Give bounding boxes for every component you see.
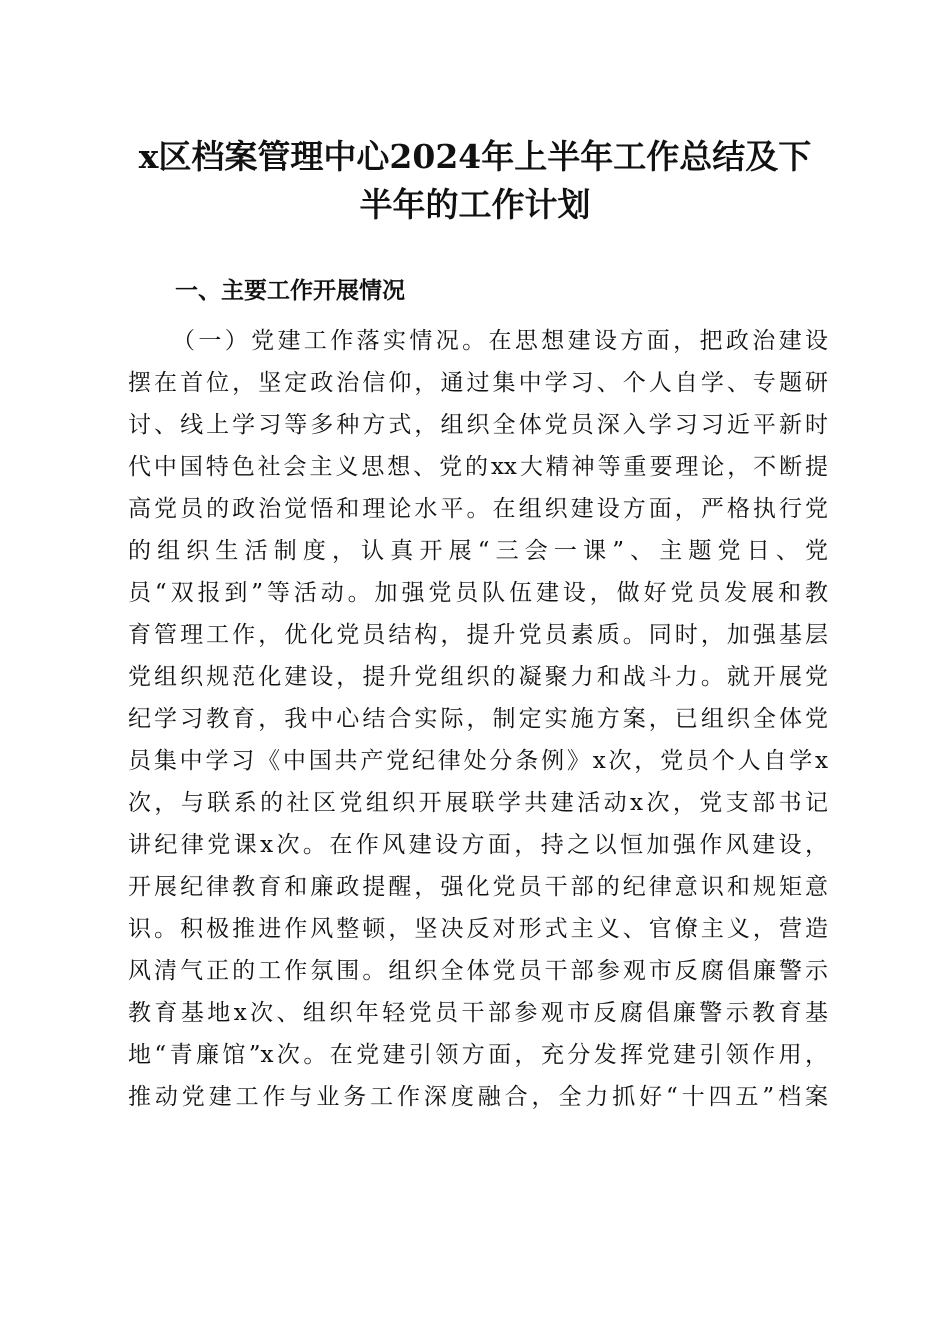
paragraph-line: 讨、线上学习等多种方式，组织全体党员深入学习习近平新时 — [128, 412, 828, 438]
paragraph-line: 纪学习教育，我中心结合实际，制定实施方案，已组织全体党 — [128, 706, 828, 732]
paragraph-line: 风清气正的工作氛围。组织全体党员干部参观市反腐倡廉警示 — [128, 958, 828, 984]
paragraph-line: 党组织规范化建设，提升党组织的凝聚力和战斗力。就开展党 — [128, 664, 828, 690]
paragraph-line: 代中国特色社会主义思想、党的xx大精神等重要理论，不断提 — [128, 454, 828, 480]
document-title-line-2: 半年的工作计划 — [359, 185, 591, 224]
paragraph-line: 识。积极推进作风整顿，坚决反对形式主义、官僚主义，营造 — [128, 916, 828, 942]
paragraph-line: 次，与联系的社区党组织开展联学共建活动x次，党支部书记 — [128, 790, 828, 816]
section-heading: 一、主要工作开展情况 — [175, 278, 405, 304]
paragraph-line: 高党员的政治觉悟和理论水平。在组织建设方面，严格执行党 — [128, 496, 828, 522]
body-paragraph — [128, 320, 828, 1118]
paragraph-line: 育管理工作，优化党员结构，提升党员素质。同时，加强基层 — [128, 622, 828, 648]
document-title — [95, 133, 855, 229]
paragraph-line: 的组织生活制度，认真开展“三会一课”、主题党日、党 — [128, 538, 828, 564]
paragraph-line: 员“双报到”等活动。加强党员队伍建设，做好党员发展和教 — [128, 580, 828, 606]
paragraph-line: 推动党建工作与业务工作深度融合，全力抓好“十四五”档案 — [128, 1084, 828, 1110]
paragraph-line: 摆在首位，坚定政治信仰，通过集中学习、个人自学、专题研 — [128, 370, 828, 396]
paragraph-line: 教育基地x次、组织年轻党员干部参观市反腐倡廉警示教育基 — [128, 1000, 828, 1026]
paragraph-line: 地“青廉馆”x次。在党建引领方面，充分发挥党建引领作用， — [128, 1042, 828, 1068]
paragraph-line: 讲纪律党课x次。在作风建设方面，持之以恒加强作风建设， — [128, 832, 828, 858]
paragraph-line: 开展纪律教育和廉政提醒，强化党员干部的纪律意识和规矩意 — [128, 874, 828, 900]
paragraph-line: （一）党建工作落实情况。在思想建设方面，把政治建设 — [172, 328, 828, 354]
document-title-line-1: x区档案管理中心2024年上半年工作总结及下 — [138, 137, 812, 176]
paragraph-line: 员集中学习《中国共产党纪律处分条例》x次，党员个人自学x — [128, 748, 828, 774]
